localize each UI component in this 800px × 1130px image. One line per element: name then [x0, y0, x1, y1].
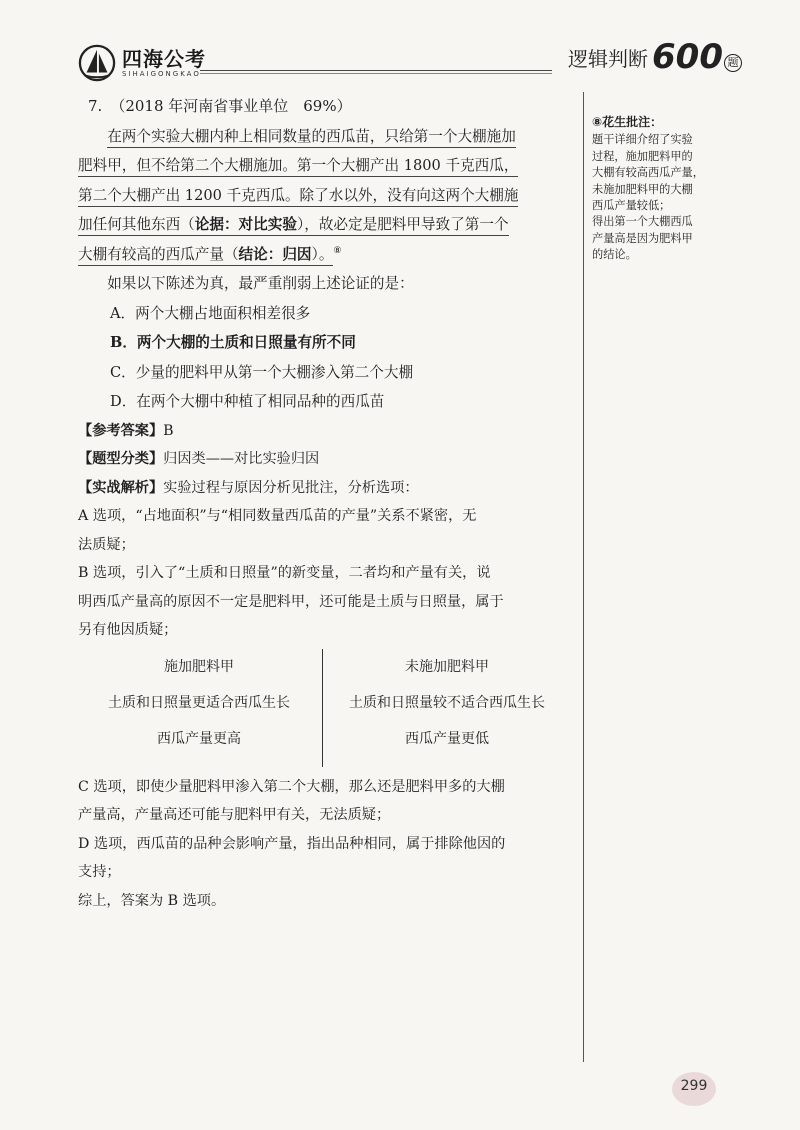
conclusion-label: 结论：归因 [238, 245, 312, 263]
question-header [88, 92, 574, 122]
book-title-text: 逻辑判断 [568, 47, 649, 71]
question-source: （2018 年河南省事业单位 69%） [110, 97, 352, 115]
side-note-line: 过程，施加肥料甲的 [592, 149, 693, 163]
logo-chinese-text: 四海公考 [122, 46, 206, 71]
analysis-b-3: 另有他因质疑； [78, 622, 178, 638]
publisher-logo [78, 44, 206, 82]
analysis-c-1: C 选项，即使少量肥料甲渗入第二个大棚，那么还是肥料甲多的大棚 [78, 778, 505, 795]
comparison-table [78, 649, 574, 771]
table-cell: 西瓜产量更高 [157, 730, 241, 747]
type-line [78, 445, 574, 474]
stem-line-1: 在两个实验大棚内种上相同数量的西瓜苗，只给第一个大棚施加 [107, 128, 516, 148]
table-cell: 施加肥料甲 [164, 658, 234, 675]
side-note-line: 大棚有较高西瓜产量， [592, 166, 704, 180]
question-ask: 如果以下陈述为真，最严重削弱上述论证的是： [107, 275, 414, 292]
table-cell: 土质和日照量更适合西瓜生长 [108, 694, 290, 711]
table-cell: 未施加肥料甲 [405, 658, 489, 675]
analysis-b-2: 明西瓜产量高的原因不一定是肥料甲，还可能是土质与日照量，属于 [78, 593, 504, 610]
type-value: 归因类——对比实验归因 [163, 451, 320, 467]
stem-line-3: 第二个大棚产出 1200 千克西瓜。除了水以外，没有向这两个大棚施 [78, 187, 518, 207]
argument-label: 论据：对比实验 [194, 216, 297, 233]
analysis-d-1: D 选项，西瓜苗的品种会影响产量，指出品种相同，属于排除他因的 [78, 835, 506, 852]
analysis-a-1: A 选项，“占地面积”与“相同数量西瓜苗的产量”关系不紧密，无 [78, 508, 477, 524]
stem-line-5-c: ）。 [311, 245, 334, 263]
header-rule-thin [200, 73, 552, 74]
page-header [78, 38, 742, 88]
analysis-c-2: 产量高，产量高还可能与肥料甲有关，无法质疑； [78, 807, 391, 823]
stem-line-4 [78, 216, 509, 236]
option-d: D．在两个大棚中种植了相同品种的西瓜苗 [110, 393, 385, 410]
side-note-line: 得出第一个大棚西瓜 [592, 215, 693, 229]
analysis-b-1: B 选项，引入了“土质和日照量”的新变量，二者均和产量有关，说 [78, 565, 491, 581]
answer-line [78, 417, 574, 446]
side-note [592, 114, 742, 264]
book-title [568, 38, 742, 76]
answer-tag: 【参考答案】 [78, 422, 164, 439]
header-rule [200, 70, 552, 71]
side-note-line: 题干详细介绍了实验 [592, 133, 693, 147]
answer-value: B [163, 422, 174, 439]
table-column-fertilized [78, 649, 320, 757]
option-c: C．少量的肥料甲从第一个大棚渗入第二个大棚 [110, 363, 414, 381]
explain-tag: 【实战解析】 [78, 479, 164, 496]
stem-line-5-a: 大棚有较高的西瓜产量（ [78, 245, 239, 263]
question-number: 7. [88, 97, 103, 115]
note-reference-mark: ⑧ [333, 245, 342, 256]
table-cell: 西瓜产量更低 [405, 730, 489, 747]
main-column [78, 92, 574, 915]
analysis-a-2: 法质疑； [78, 536, 135, 553]
explain-line [78, 474, 574, 503]
side-note-line: 的结论。 [592, 248, 637, 262]
stem-line-5 [78, 246, 333, 266]
type-tag: 【题型分类】 [78, 451, 164, 467]
table-column-unfertilized [326, 649, 568, 757]
analysis-section [78, 417, 574, 916]
analysis-d-2: 支持； [78, 864, 121, 880]
table-cell: 土质和日照量较不适合西瓜生长 [349, 694, 545, 711]
table-divider [322, 649, 323, 767]
book-title-suffix: 题 [724, 54, 742, 72]
column-divider [583, 92, 584, 1062]
option-b: B．两个大棚的土质和日照量有所不同 [110, 334, 356, 351]
side-note-line: 西瓜产量较低； [592, 199, 671, 213]
side-note-body [592, 132, 742, 263]
explain-intro: 实验过程与原因分析见批注，分析选项： [163, 479, 419, 496]
stem-line-4-a: 加任何其他东西（ [78, 216, 195, 233]
analysis-summary: 综上，答案为 B 选项。 [78, 892, 226, 909]
side-note-line: 未施加肥料甲的大棚 [592, 182, 693, 196]
stem-line-2: 肥料甲，但不给第二个大棚施加。第一个大棚产出 1800 千克西瓜， [78, 157, 518, 177]
logo-pinyin-text: SIHAIGONGKAO [122, 69, 201, 78]
book-title-number: 600 [652, 37, 723, 77]
side-note-title: ⑧花生批注： [592, 115, 663, 129]
option-a: A．两个大棚占地面积相差很多 [110, 304, 311, 322]
question-stem [78, 122, 574, 270]
side-note-line: 产量高是因为肥料甲 [592, 231, 693, 245]
page-number: 299 [680, 1078, 708, 1094]
sailboat-logo-icon [78, 44, 116, 82]
stem-line-4-c: ），故必定是肥料甲导致了第一个 [296, 216, 509, 233]
